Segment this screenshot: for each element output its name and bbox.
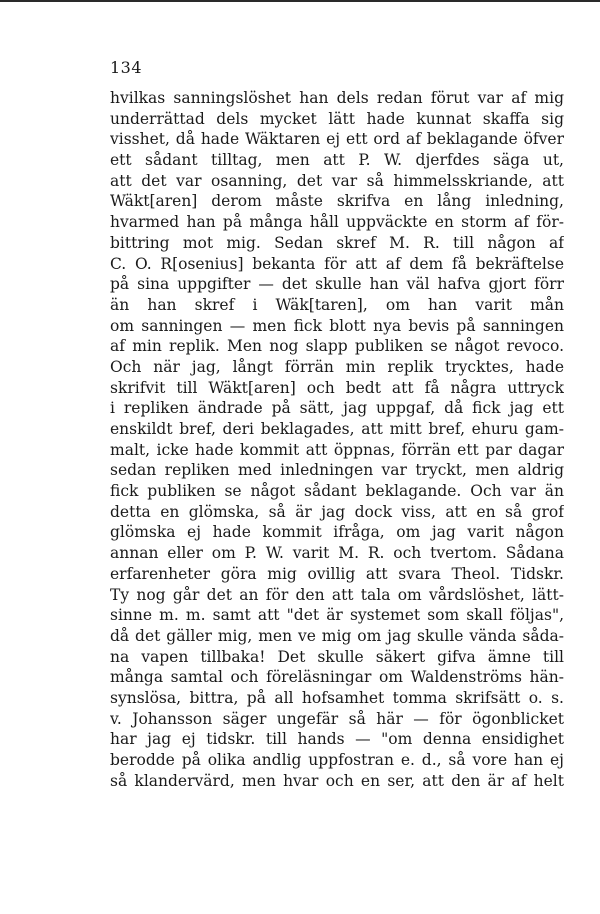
text-line: erfarenheter göra mig ovillig att svara Theol. Tidskr. — [110, 564, 564, 583]
text-line: hvilkas sanningslöshet han dels redan förut var af mig — [110, 89, 564, 107]
body-text — [110, 88, 564, 791]
text-line: hvarmed han på många håll uppväckte en storm af för- — [110, 213, 564, 232]
text-line: visshet, då hade Wäktaren ej ett ord af beklagande öfver — [110, 130, 564, 149]
text-line: underrättad dels mycket lätt hade kunnat skaffa sig — [110, 109, 564, 128]
text-line: Och när jag, långt förrän min replik trycktes, hade — [110, 357, 564, 376]
text-line: att det var osanning, det var så himmelsskriande, att — [110, 171, 564, 190]
text-line: C. O. R[osenius] bekanta för att af dem få bekräftelse — [110, 254, 564, 273]
text-line: än han skref i Wäk[taren], om han varit mån — [110, 295, 564, 314]
text-line: na vapen tillbaka! Det skulle säkert gifva ämne till — [110, 647, 564, 666]
text-line: bittring mot mig. Sedan skref M. R. till någon af — [110, 233, 564, 252]
text-line: Wäkt[aren] derom måste skrifva en lång inledning, — [110, 192, 564, 211]
text-line: om sanningen — men fick blott nya bevis på sanningen — [110, 316, 564, 335]
top-border-rule — [0, 0, 600, 2]
text-line: detta en glömska, så är jag dock viss, att en så grof — [110, 502, 564, 521]
text-line: glömska ej hade kommit ifråga, om jag varit någon — [110, 523, 564, 542]
text-line: berodde på olika andlig uppfostran e. d., så vore han ej — [110, 751, 564, 769]
text-line: i repliken ändrade på sätt, jag uppgaf, då fick jag ett — [110, 399, 564, 418]
page-number: 134 — [110, 58, 143, 77]
text-line: många samtal och föreläsningar om Waldenströms hän- — [110, 668, 564, 687]
text-line: malt, icke hade kommit att öppnas, förrän ett par dagar — [110, 440, 564, 459]
text-line: på sina uppgifter — det skulle han väl hafva gjort förr — [110, 275, 564, 294]
text-line: fick publiken se något sådant beklagande. Och var än — [110, 482, 564, 501]
text-line: af min replik. Men nog slapp publiken se något revoco. — [110, 337, 564, 356]
text-line: sinne m. m. samt att "det är systemet som skall följas", — [110, 606, 564, 625]
text-line: ett sådant tilltag, men att P. W. djerfdes säga ut, — [110, 151, 564, 170]
text-line: då det gäller mig, men ve mig om jag skulle vända såda- — [110, 626, 564, 645]
text-line: annan eller om P. W. varit M. R. och tvertom. Sådana — [110, 544, 564, 563]
text-line: sedan repliken med inledningen var tryckt, men aldrig — [110, 461, 564, 480]
text-line: skrifvit till Wäkt[aren] och bedt att få några uttryck — [110, 378, 564, 397]
text-line: har jag ej tidskr. till hands — "om denna ensidighet — [110, 730, 564, 749]
text-line: v. Johansson säger ungefär så här — för ögonblicket — [110, 709, 564, 728]
text-line: Ty nog går det an för den att tala om vårdslöshet, lätt- — [110, 585, 564, 604]
text-line: synslösa, bittra, på all hofsamhet tomma skrifsätt o. s. — [110, 688, 564, 707]
text-line: så klandervärd, men hvar och en ser, att den är af helt — [110, 771, 564, 790]
text-line: enskildt bref, deri beklagades, att mitt bref, ehuru gam- — [110, 420, 564, 438]
